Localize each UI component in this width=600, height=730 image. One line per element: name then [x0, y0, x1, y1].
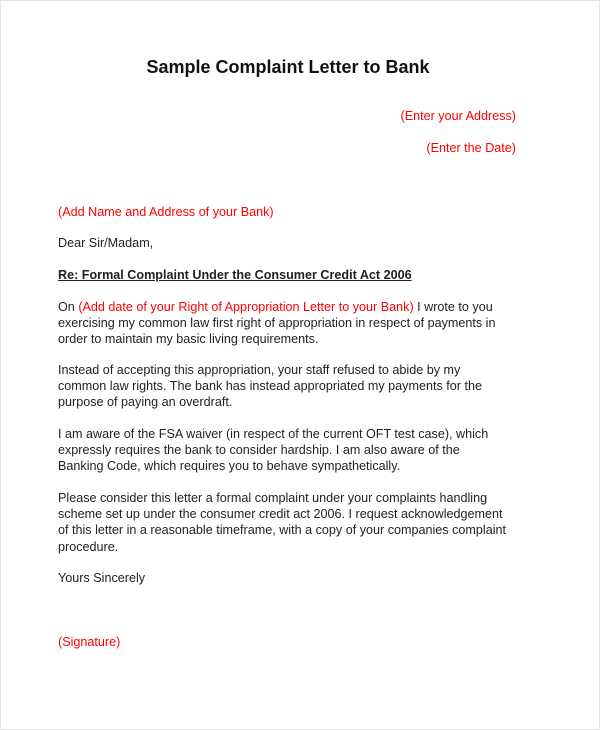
paragraph-4-line: of this letter in a reasonable timeframe, with a copy of your companies complaint [58, 523, 506, 537]
address-placeholder: (Enter your Address) [400, 109, 516, 123]
paragraph-4-line: scheme set up under the consumer credit act 2006. I request acknowledgement [58, 507, 503, 521]
bank-placeholder: (Add Name and Address of your Bank) [58, 205, 274, 219]
para1-suffix: I wrote to you [413, 300, 493, 314]
paragraph-3-line: Banking Code, which requires you to behave sympathetically. [58, 459, 401, 473]
paragraph-2-line: common law rights. The bank has instead appropriated my payments for the [58, 379, 482, 393]
paragraph-2-line: purpose of paying an overdraft. [58, 395, 233, 409]
subject-line: Re: Formal Complaint Under the Consumer Credit Act 2006 [58, 268, 412, 282]
para1-prefix: On [58, 300, 79, 314]
paragraph-3-line: expressly requires the bank to consider hardship. I am also aware of the [58, 443, 460, 457]
closing: Yours Sincerely [58, 571, 146, 585]
paragraph-1-line: exercising my common law first right of appropriation in respect of payments in [58, 316, 496, 330]
paragraph-1-line-1 [58, 299, 493, 315]
document-title: Sample Complaint Letter to Bank [146, 57, 430, 77]
signature-placeholder: (Signature) [58, 635, 121, 649]
paragraph-4-line: Please consider this letter a formal complaint under your complaints handling [58, 491, 488, 505]
date-placeholder: (Enter the Date) [426, 141, 516, 155]
appropriation-date-placeholder: (Add date of your Right of Appropriation Letter to your Bank) [78, 300, 414, 314]
paragraph-3-line: I am aware of the FSA waiver (in respect of the current OFT test case), which [58, 427, 489, 441]
paragraph-2-line: Instead of accepting this appropriation, your staff refused to abide by my [58, 363, 461, 377]
paragraph-4-line: procedure. [58, 540, 119, 554]
paragraph-1-line: order to maintain my basic living requirements. [58, 332, 319, 346]
salutation: Dear Sir/Madam, [58, 236, 154, 250]
